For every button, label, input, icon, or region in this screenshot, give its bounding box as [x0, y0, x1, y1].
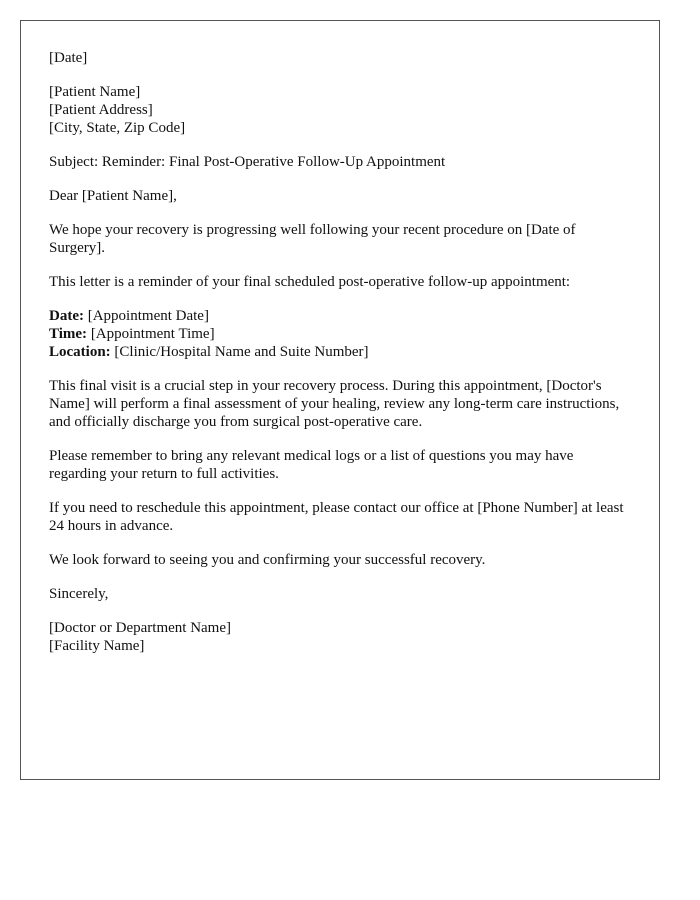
- closing-paragraph: We look forward to seeing you and confirming your successful recovery.: [49, 552, 486, 568]
- appointment-date-value: [Appointment Date]: [87, 308, 209, 324]
- sign-off: Sincerely,: [49, 586, 109, 602]
- letter-greeting: Dear [Patient Name],: [49, 188, 177, 204]
- recipient-city: [City, State, Zip Code]: [49, 120, 186, 136]
- recipient-name: [Patient Name]: [49, 84, 141, 100]
- recipient-address: [Patient Address]: [49, 102, 153, 118]
- intro-paragraph: We hope your recovery is progressing well following your recent procedure on [Date of Surgery].: [49, 222, 576, 256]
- letter-subject: Subject: Reminder: Final Post-Operative Follow-Up Appointment: [49, 154, 446, 170]
- appointment-date-label: Date:: [49, 308, 84, 324]
- signature-facility: [Facility Name]: [49, 638, 145, 654]
- reminder-paragraph: This letter is a reminder of your final scheduled post-operative follow-up appointment:: [49, 274, 571, 290]
- letter-date: [Date]: [49, 50, 88, 66]
- signature-name: [Doctor or Department Name]: [49, 620, 232, 636]
- appointment-time-label: Time:: [49, 326, 88, 342]
- bring-items-paragraph: Please remember to bring any relevant medical logs or a list of questions you may have regarding your return to full activities.: [49, 448, 574, 482]
- appointment-location-line: [49, 343, 631, 361]
- signature-block: [49, 619, 631, 655]
- appointment-date-line: [49, 307, 631, 325]
- reschedule-paragraph: If you need to reschedule this appointment, please contact our office at [Phone Number] at least 24 hours in advance.: [49, 500, 624, 534]
- appointment-details: [49, 307, 631, 361]
- appointment-time-value: [Appointment Time]: [90, 326, 215, 342]
- appointment-location-label: Location:: [49, 344, 111, 360]
- appointment-time-line: [49, 325, 631, 343]
- recipient-block: [49, 83, 631, 137]
- appointment-location-value: [Clinic/Hospital Name and Suite Number]: [114, 344, 369, 360]
- visit-details-paragraph: This final visit is a crucial step in your recovery process. During this appointment, [Doctor's Name] will perform a final assessment of your healing, review any long-term care instructions, and officially discharge you from surgical post-operative care.: [49, 378, 620, 430]
- letter-document: [20, 20, 660, 780]
